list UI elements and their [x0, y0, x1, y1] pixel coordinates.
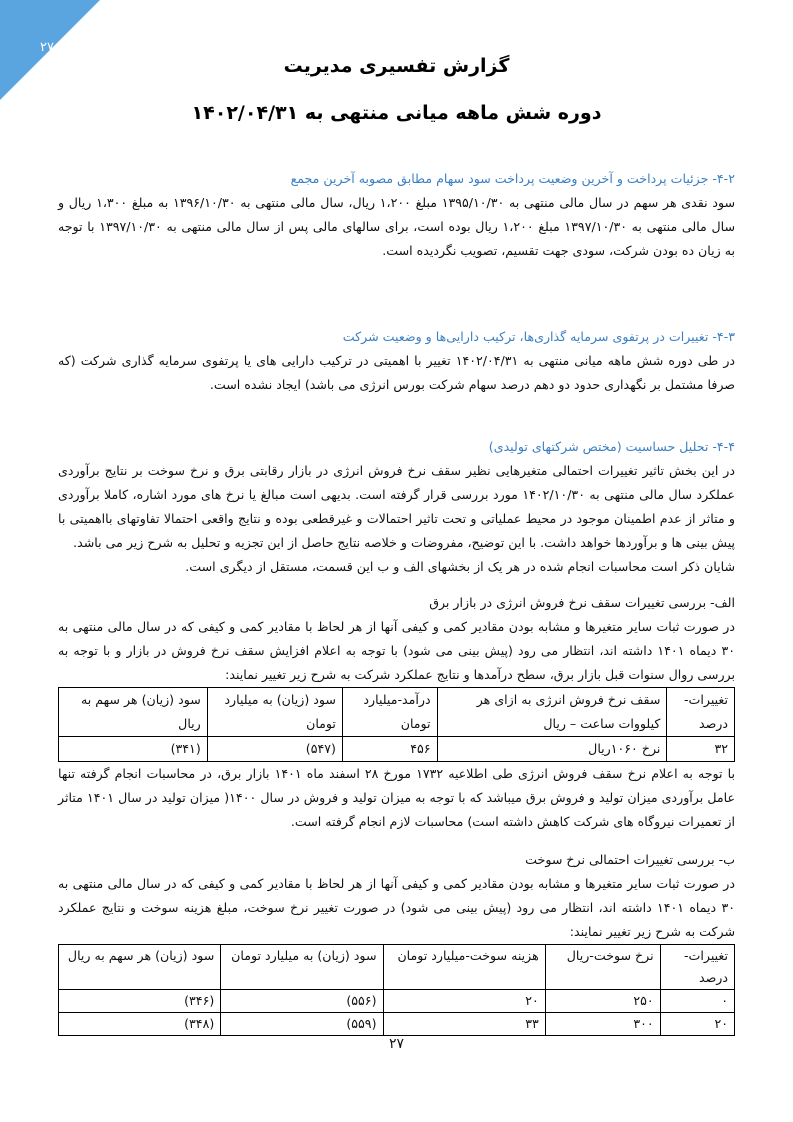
subsection-heading-energy-price: الف- بررسی تغییرات سقف نرخ فروش انرژی در بازار برق — [429, 595, 735, 610]
table-cell: ۴۵۶ — [342, 737, 437, 762]
table-cell: (۳۴۶) — [59, 990, 221, 1013]
table-header-cell: سود (زیان) به میلیارد تومان — [207, 688, 342, 737]
table-cell: (۵۴۷) — [207, 737, 342, 762]
subsection-note-energy-price: با توجه به اعلام نرخ سقف فروش انرژی طی اطلاعیه ۱۷۳۲ مورخ ۲۸ اسفند ماه ۱۴۰۱ بازار برق، در محاسبات انجام گرفته تنها عامل برآوردی میزان تولید و فروش برق میباشد که با توجه به میزان تولید و فروش در سال ۱۴۰۰( میزان تولید در سال ۱۴۰۱ متاثر از تعمیرات نیروگاه های شرکت کاهش داشته است) محاسبات لازم انجام گرفته است. — [58, 766, 735, 829]
table-header-cell: سود (زیان) هر سهم به ریال — [59, 945, 221, 990]
section-body-dividends: سود نقدی هر سهم در سال مالی منتهی به ۱۳۹۵/۱۰/۳۰ مبلغ ۱،۲۰۰ ریال، سال مالی منتهی به ۱۳۹۶/۱۰/۳۰ به مبلغ ۱،۳۰۰ ریال و سال مالی منتهی به ۱۳۹۷/۱۰/۳۰ مبلغ ۱،۲۰۰ ریال بوده است، برای سالهای مالی پس از سال مالی منتهی به ۱۳۹۷/۱۰/۳۰ با توجه به زیان ده بودن شرکت، سودی جهت تقسیم، تصویب نگردیده است. — [58, 195, 735, 258]
energy-price-table — [58, 687, 735, 762]
table-cell: ۳۳ — [383, 1013, 545, 1036]
table-cell: ۳۲ — [667, 737, 735, 762]
table-cell: ۲۰ — [660, 1013, 734, 1036]
table-row — [59, 1013, 735, 1036]
table-header-cell: تغییرات- درصد — [667, 688, 735, 737]
table-cell: (۵۵۹) — [221, 1013, 383, 1036]
section-note-sensitivity: شایان ذکر است محاسبات انجام شده در هر یک از بخشهای الف و ب این قسمت، مستقل از دیگری است. — [185, 559, 735, 574]
table-cell: ۰ — [660, 990, 734, 1013]
table-header-cell: سود (زیان) هر سهم به ریال — [59, 688, 208, 737]
table-cell: ۲۰ — [383, 990, 545, 1013]
table-cell: ۳۰۰ — [545, 1013, 660, 1036]
fuel-price-table — [58, 944, 735, 1036]
table-header-cell: درآمد-میلیارد تومان — [342, 688, 437, 737]
table-header-cell: نرخ سوخت-ریال — [545, 945, 660, 990]
section-heading-dividends: ۴-۲- جزئیات پرداخت و آخرین وضعیت پرداخت سود سهام مطابق مصوبه آخرین مجمع — [290, 171, 735, 186]
table-header-row — [59, 688, 735, 737]
table-header-row — [59, 945, 735, 990]
table-header-cell: تغییرات-درصد — [660, 945, 734, 990]
table-cell: ۲۵۰ — [545, 990, 660, 1013]
table-cell: (۵۵۶) — [221, 990, 383, 1013]
table-header-cell: هزینه سوخت-میلیارد تومان — [383, 945, 545, 990]
subsection-heading-fuel-price: ب- بررسی تغییرات احتمالی نرخ سوخت — [525, 852, 735, 867]
table-header-cell: سقف نرخ فروش انرژی به ازای هر کیلووات ساعت – ریال — [437, 688, 667, 737]
page-content — [58, 167, 735, 1036]
section-heading-sensitivity: ۴-۴- تحلیل حساسیت (مختص شرکتهای تولیدی) — [488, 439, 735, 454]
report-subtitle: دوره شش ماهه میانی منتهی به ۱۴۰۲/۰۴/۳۱ — [191, 102, 602, 124]
subsection-body-fuel-price: در صورت ثبات سایر متغیرها و مشابه بودن مقادیر کمی و کیفی آنها از هر لحاظ با مقادیر کمی و کیفی که در سال مالی منتهی به ۳۰ دیماه ۱۴۰۱ داشته اند، انتظار می رود (پیش بینی می شود) در صورت تغییر نرخ سوخت، مبلغ هزینه سوخت و نتایج عملکرد شرکت به شرح زیر تغییر نمایند: — [58, 876, 735, 939]
table-cell: (۳۴۱) — [59, 737, 208, 762]
report-title: گزارش تفسیری مدیریت — [283, 55, 510, 77]
footer-page-number: ۲۷ — [388, 1036, 405, 1052]
section-body-portfolio: در طی دوره شش ماهه میانی منتهی به ۱۴۰۲/۰۴/۳۱ تغییر با اهمیتی در ترکیب دارایی های یا پرتفوی سرمایه گذاری شرکت (که صرفا مشتمل بر نگهداری حدود دو دهم درصد سهام شرکت بورس انرژی می باشد) ایجاد نشده است. — [58, 353, 736, 392]
section-heading-portfolio: ۴-۳- تغییرات در پرتفوی سرمایه گذاری‌ها، ترکیب دارایی‌ها و وضعیت شرکت — [342, 329, 735, 344]
table-row — [59, 737, 735, 762]
subsection-body-energy-price: در صورت ثبات سایر متغیرها و مشابه بودن مقادیر کمی و کیفی آنها از هر لحاظ با مقادیر کمی و کیفی که در سال مالی منتهی به ۳۰ دیماه ۱۴۰۱ داشته اند، انتظار می رود (پیش بینی می شود) با توجه به اعلام افزایش سقف نرخ فروش در بازار و با توجه به بررسی روال سنوات قبل بازار برق، سطح درآمدها و نتایج عملکرد شرکت به شرح زیر تغییر نمایند: — [58, 619, 735, 682]
table-cell: (۳۴۸) — [59, 1013, 221, 1036]
table-cell: نرخ ۱۰۶۰ریال — [437, 737, 667, 762]
table-header-cell: سود (زیان) به میلیارد تومان — [221, 945, 383, 990]
corner-page-number: ۲۷ — [40, 40, 54, 55]
section-body-sensitivity: در این بخش تاثیر تغییرات احتمالی متغیرهایی نظیر سقف نرخ فروش انرژی در بازار رقابتی برق و نرخ سوخت بر نتایج برآوردی عملکرد سال مالی منتهی به ۱۴۰۲/۱۰/۳۰ مورد بررسی قرار گرفته است. بدیهی است مبالغ یا نرخ های مورد اشاره، کاملا برآوردی و متاثر از عدم اطمینان موجود در محیط عملیاتی و تحت تاثیر احتمالات و غیرقطعی بوده و نتایج واقعی احتمالا تفاوتهای بااهمیتی با پیش بینی ها و برآوردها خواهد داشت. با این توضیح، مفروضات و خلاصه نتایج حاصل از این تجزیه و تحلیل به شرح زیر می باشد. — [58, 463, 735, 550]
table-row — [59, 990, 735, 1013]
